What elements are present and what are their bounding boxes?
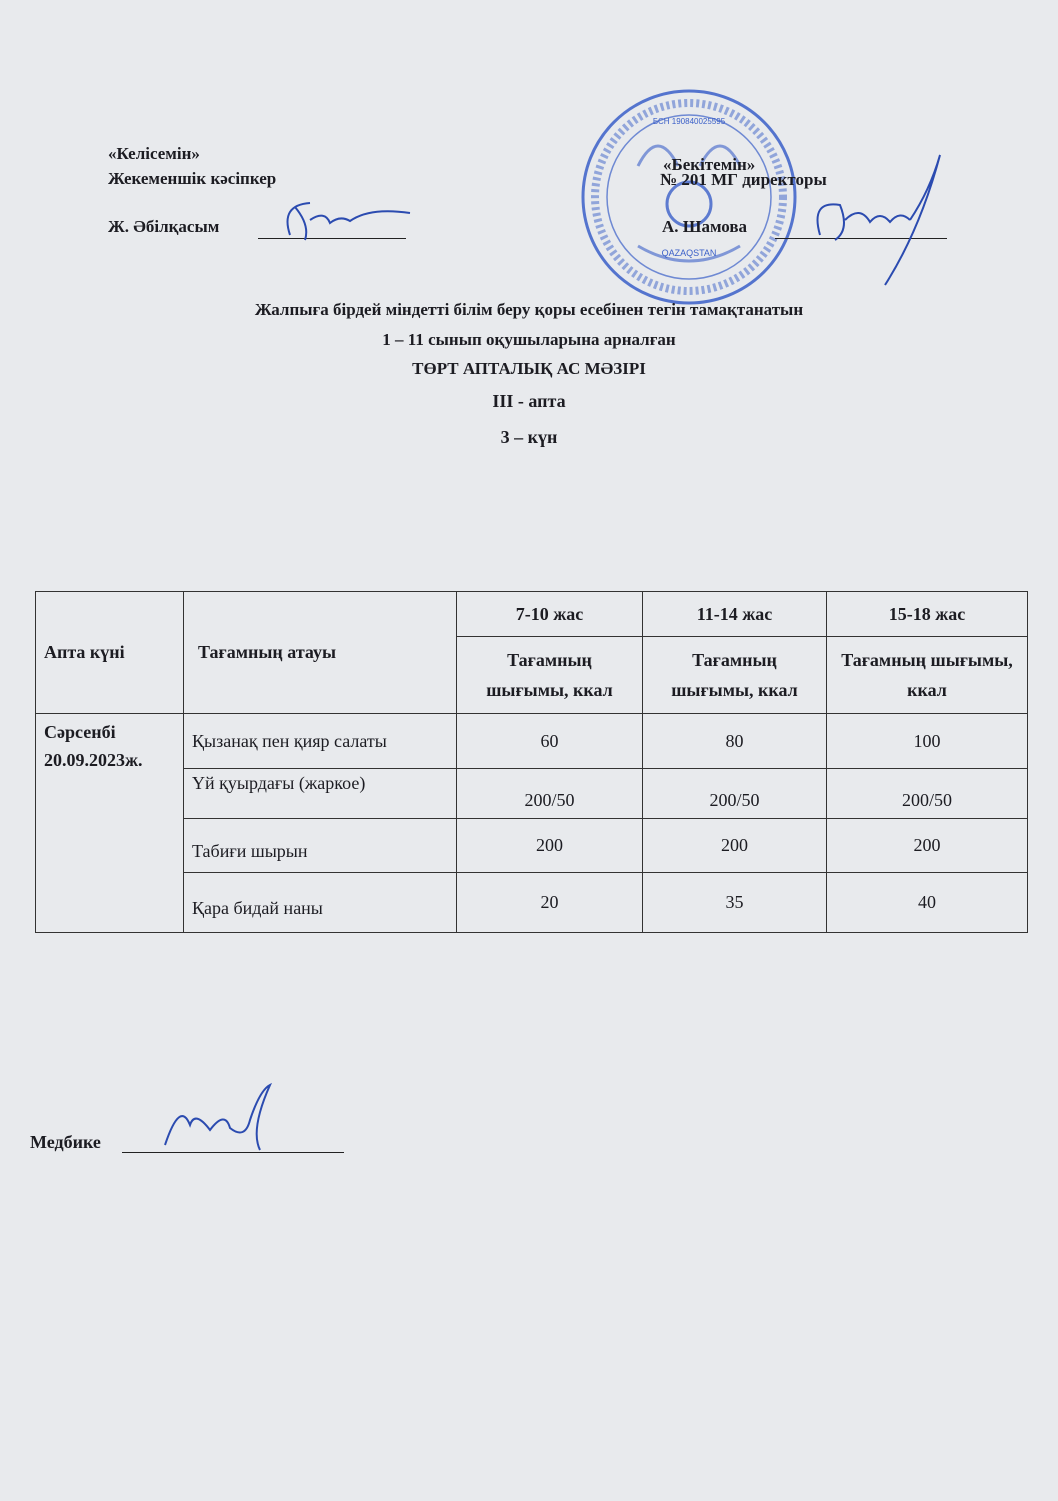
svg-text:БСН 190840025595: БСН 190840025595 [652,117,726,126]
nurse-label: Медбике [30,1132,101,1152]
right-approval-name: А. Шамова [662,217,748,236]
value-cell: 200 [643,819,827,873]
dish-name: Табиғи шырын [184,819,457,873]
value-cell: 60 [457,714,643,769]
value-cell: 200 [457,819,643,873]
left-approval-name: Ж. Әбілқасым [108,217,220,236]
left-approval-heading: «Келісемін» [108,144,200,163]
value-cell: 100 [827,714,1028,769]
dish-name: Қара бидай наны [184,873,457,933]
table-row [36,819,1028,873]
header-day: Апта күні [36,592,184,714]
table-row [36,769,1028,819]
right-approval-heading: «Бекітемін» [663,155,756,174]
svg-text:QAZAQSTAN: QAZAQSTAN [661,248,717,258]
official-stamp [578,86,800,308]
weekday: Сәрсенбі [44,722,116,742]
header-yield: Тағамның шығымы, ккал [827,637,1028,714]
table-row [36,873,1028,933]
title-line-3: ТӨРТ АПТАЛЫҚ АС МӘЗІРІ [412,359,646,378]
value-cell: 20 [457,873,643,933]
value-cell: 200/50 [827,769,1028,819]
value-cell: 35 [643,873,827,933]
title-line-2: 1 – 11 сынып оқушыларына арналған [382,330,676,349]
header-age: 11-14 жас [643,592,827,637]
title-line-1: Жалпыға бірдей міндетті білім беру қоры есебінен тегін тамақтанатын [254,300,804,319]
value-cell: 80 [643,714,827,769]
dish-name: Қызанақ пен қияр салаты [184,714,457,769]
left-signature [270,195,430,245]
week-label: ІІІ - апта [492,391,566,411]
header-yield: Тағамның шығымы, ккал [457,637,643,714]
date: 20.09.2023ж. [44,750,143,770]
menu-table [35,591,1028,933]
header-yield: Тағамның шығымы, ккал [643,637,827,714]
header-age: 15-18 жас [827,592,1028,637]
nurse-signature [150,1080,280,1155]
header-dish: Тағамның атауы [184,592,457,714]
dish-name: Үй қуырдағы (жаркое) [184,769,457,819]
value-cell: 200/50 [643,769,827,819]
right-approval-position: № 201 МГ директоры [660,170,827,189]
right-signature [790,150,950,290]
value-cell: 200 [827,819,1028,873]
table-row [36,714,1028,769]
day-label: 3 – күн [500,427,558,447]
left-approval-position: Жекеменшік кәсіпкер [108,169,277,188]
day-cell [36,714,184,933]
value-cell: 200/50 [457,769,643,819]
header-age: 7-10 жас [457,592,643,637]
value-cell: 40 [827,873,1028,933]
